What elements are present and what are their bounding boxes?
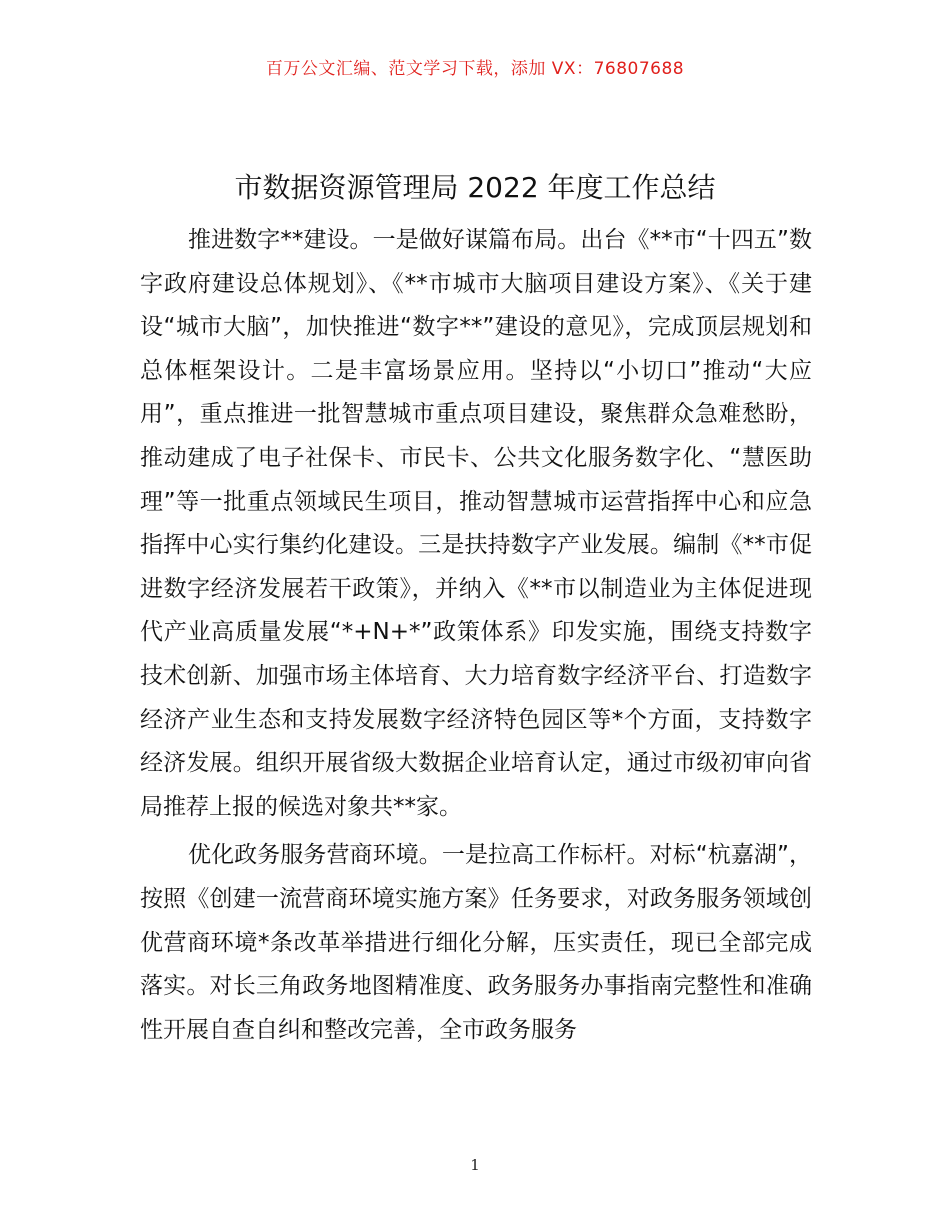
- paragraph-1: 推进数字**建设。一是做好谋篇布局。出台《**市“十四五”数字政府建设总体规划》、《**市城市大脑项目建设方案》、《关于建设“城市大脑”，加快推进“数字**”建设的意见》，完成顶层规划和总体框架设计。二是丰富场景应用。坚持以“小切口”推动“大应用”，重点推进一批智慧城市重点项目建设，聚焦群众急难愁盼，推动建成了电子社保卡、市民卡、公共文化服务数字化、“慧医助理”等一批重点领域民生项目，推动智慧城市运营指挥中心和应急指挥中心实行集约化建设。三是扶持数字产业发展。编制《**市促进数字经济发展若干政策》，并纳入《**市以制造业为主体促进现代产业高质量发展“*+N+*”政策体系》印发实施，围绕支持数字技术创新、加强市场主体培育、大力培育数字经济平台、打造数字经济产业生态和支持发展数字经济特色园区等*个方面，支持数字经济发展。组织开展省级大数据企业培育认定，通过市级初审向省局推荐上报的候选对象共**家。: [140, 227, 812, 820]
- page-number: 1: [470, 1156, 480, 1174]
- document-body: [140, 219, 812, 1052]
- paragraph-2: 优化政务服务营商环境。一是拉高工作标杆。对标“杭嘉湖”，按照《创建一流营商环境实施方案》任务要求，对政务服务领域创优营商环境*条改革举措进行细化分解，压实责任，现已全部完成落实。对长三角政务地图精准度、政务服务办事指南完整性和准确性开展自查自纠和整改完善，全市政务服务: [140, 842, 812, 1043]
- header-note: 百万公文汇编、范文学习下载，添加 VX：76807688: [265, 59, 685, 79]
- document-title: 市数据资源管理局 2022 年度工作总结: [234, 171, 716, 204]
